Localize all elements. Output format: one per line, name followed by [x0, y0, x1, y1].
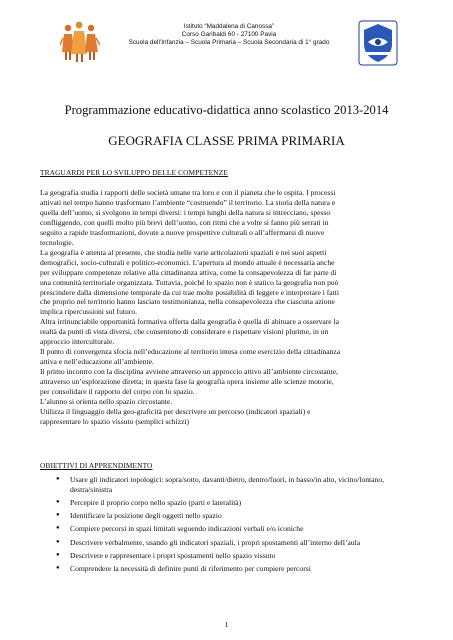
document-subtitle: GEOGRAFIA CLASSE PRIMA PRIMARIA: [108, 133, 345, 148]
body-text-line: attraverso un’esplorazione diretta; in questa fase la geografia opera insieme alle scienze motorie,: [40, 377, 334, 387]
body-text-line: seguito a rapide trasformazioni, dovute a nuove prospettive culturali o all’affermarsi di nuove: [40, 227, 325, 237]
body-text-line: La geografia è attenta al presente, che studia nelle varie articolazioni spaziali e nei suoi aspetti: [40, 247, 327, 257]
document-title: Programmazione educativo-didattica anno scolastico 2013-2014: [64, 103, 389, 117]
body-text-line: Utilizza il linguaggio della geo-graficità per descrivere un percorso (indicatori spaziali) e: [40, 406, 311, 416]
bullet-icon: ●: [56, 551, 60, 558]
objectives-list: [56, 475, 416, 577]
body-text-line: confliggendo, con quelli molto più brevi dell’uomo, con ritmi che a volte si fanno più serrati in: [40, 217, 329, 227]
institute-name: Istituto “Maddalena di Canossa”: [183, 23, 275, 30]
body-text-line: realtà da punti di vista diversi, che consentono di considerare e rispettare visioni plurime, in un: [40, 327, 329, 337]
body-text-line: Il primo incontro con la disciplina avviene attraverso un approccio attivo all’ambiente circostante,: [40, 367, 338, 377]
body-text-line: Il punto di convergenza sfocia nell’educazione al territorio intesa come esercizio della cittadinanza: [40, 347, 341, 357]
body-text-line: Altra irrinunciabile opportunità formativa offerta dalla geografia è quella di abituare a osservare la: [40, 317, 340, 327]
list-item: [56, 551, 416, 561]
list-item: [56, 564, 416, 574]
body-text-line: approccio interculturale.: [40, 337, 115, 347]
body-text-line: L’alunno si orienta nello spazio circostante.: [40, 397, 173, 407]
institute-address: Corso Garibaldi 60 - 27100 Pavia: [181, 31, 277, 38]
body-text-line: rappresentare lo spazio vissuto (semplici schizzi): [40, 416, 190, 426]
bullet-icon: ●: [56, 499, 60, 506]
bullet-icon: ●: [56, 512, 60, 519]
school-children-logo-icon: [60, 18, 100, 70]
institute-schools: Scuola dell’Infanzia – Scuola Primaria – Scuola Secondaria di 1° grado: [128, 39, 330, 46]
body-text-line: prescindere dalla dimensione temporale da cui trae molte possibilità di leggere e interpretare i fatti: [40, 287, 339, 297]
body-text-line: implica ripercussioni sul futuro.: [40, 307, 138, 317]
body-text-line: quella dell’uomo, si svolgono in tempi diversi: i tempi lunghi della natura si intrecciano, spesso: [40, 207, 331, 217]
body-text-line: per sviluppare competenze relative alla cittadinanza attiva, come la consapevolezza di far parte di: [40, 267, 337, 277]
list-item-text: Descrivere e rappresentare i propri spostamenti nello spazio vissuto: [70, 550, 276, 560]
list-item: [56, 511, 416, 521]
list-item: [56, 538, 416, 548]
bullet-icon: ●: [56, 525, 60, 532]
list-item-text: Identificare la posizione degli oggetti nello spazio: [70, 511, 222, 521]
body-text-line: per consolidare il rapporto del corpo con lo spazio.: [40, 387, 195, 397]
body-text-line: La geografia studia i rapporti delle società umane tra loro e con il pianeta che le ospita. I processi: [40, 188, 336, 197]
section-heading-traguardi: TRAGUARDI PER LO SVILUPPO DELLE COMPETENZE: [40, 168, 228, 177]
bullet-icon: ●: [56, 564, 60, 571]
bullet-icon: ●: [56, 476, 60, 482]
list-item-text: Compiere percorsi in spazi limitati seguendo indicazioni verbali e/o iconiche: [70, 524, 304, 534]
bullet-icon: ●: [56, 538, 60, 545]
body-text-line: attivati nel tempo hanno trasformato l’ambiente “costruendo” il territorio. La storia della natura e: [40, 197, 336, 207]
body-text-line: che proprio nel territorio hanno lasciato testimonianza, nella consapevolezza che ciascuna azione: [40, 297, 335, 307]
list-item: [56, 498, 416, 508]
letterhead: [0, 0, 453, 80]
body-text-line: demografici, socio-culturali e politico-economici. L’apertura al mondo attuale è necessaria anche: [40, 257, 335, 267]
list-item: [56, 524, 416, 534]
school-emblem-icon: [358, 20, 398, 66]
list-item-text: Percepire il proprio corpo nello spazio (parti e lateralità): [70, 498, 242, 508]
body-text-line: attiva e nell’educazione all’ambiente.: [40, 357, 154, 367]
list-item: [56, 475, 416, 495]
letterhead-text: [104, 23, 354, 47]
list-item-text: Descrivere verbalmente, usando gli indicatori spaziali, i propri spostamenti all’interno dell’aula: [70, 537, 361, 547]
list-item-text: Usare gli indicatori topologici: sopra/sotto, davanti/dietro, dentro/fuori, in basso/in alto, vicino/lontano, destra/sinistra: [70, 475, 385, 494]
section-body-traguardi: [40, 188, 414, 427]
page-number: 1: [224, 620, 229, 629]
section-heading-obiettivi: OBIETTIVI DI APPRENDIMENTO: [40, 461, 153, 470]
body-text-line: una comunità territoriale organizzata. Tuttavia, poiché lo spazio non è statico la geografia non può: [40, 277, 339, 287]
body-text-line: tecnologie.: [40, 237, 74, 247]
list-item-text: Comprendere la necessità di definire punti di riferimento per compiere percorsi: [70, 563, 311, 573]
